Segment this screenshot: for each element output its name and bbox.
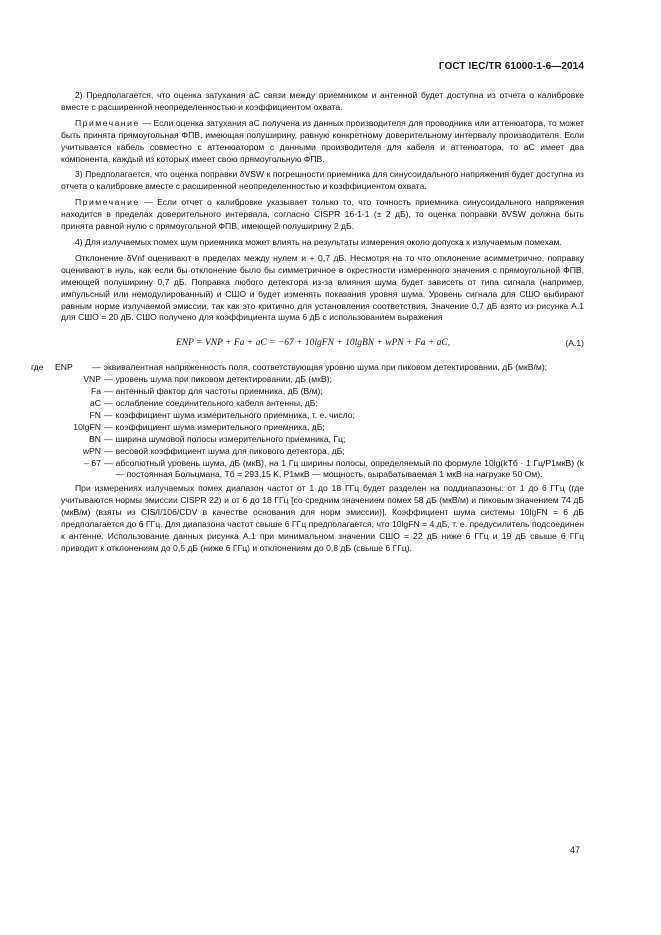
definition-item: FN — коэффициент шума измерительного приемника, т. е. число; [61, 410, 584, 422]
formula-number: (А.1) [565, 338, 584, 349]
definition-symbol: wPN [82, 445, 101, 456]
definition-item: BN — ширина шумовой полосы измерительного приемника, Гц; [61, 434, 584, 446]
paragraph-6: При измерениях излучаемых помех диапазон частот от 1 до 18 ГГц будет разделен на поддиапазоны: от 1 до 6 ГГц (где учитываются нормы эмиссии CISPR 22) и от 6 до 18 ГГц [со средним значением помех 58 дБ (мкВ/м) и пиковым значением 74 дБ (мкВ/м) (взяты из CIS/I/106/CDV в качестве основания для норм эмиссии)]. Коэффициент шума системы 10lgFN = 6 дБ предполагается до 6 ГГц. Для диапазона частот свыше 6 ГГц предполагается, что 10lgFN = 4 дБ, т. е. предусилитель подсоединен к антенне. Использование данных рисунка А.1 при минимальном значении СШО = 22 дБ ниже 6 ГГц и 19 дБ свыше 6 ГГц приводит к отклонениям до 0,5 дБ (ниже 6 ГГц) и отклонениям до 0,8 дБ (свыше 6 ГГц). [61, 483, 584, 553]
definition-text: ширина шумовой полосы измерительного приемника, Гц; [115, 433, 346, 444]
paragraph-4: 4) Для излучаемых помех шум приемника может влиять на результаты измерения около допуска к излучаемым помехам. [75, 236, 562, 247]
definition-text: весовой коэффициент шума для пикового детектора, дБ; [115, 445, 345, 456]
definition-text: абсолютный уровень шума, дБ (мкВ), на 1 Гц ширины полосы, определяемый по формуле 10lg(kTб · 1 Гц/P1мкВ) (k — постоянная Больцмана, Tб = 293,15 K, P1мкВ — мощность, вырабатываемая 1 мкВ на нагрузке 50 Ом). [115, 457, 584, 480]
note-1-text: — Если оценка затухания aC получена из данных производителя для проводника или аттенюатора, то может быть принята прямоугольная ФПВ, имеющая полуширину, равную конкретному доверительному интервалу производителя. Если учитывается кабель совместно с аттенюатором с данными производителя для кабеля и аттенюатора, то aC имеет два компонента, каждый из которых имеет свою прямоугольную ФПВ. [61, 117, 584, 164]
note-1-label: Примечание [75, 117, 140, 128]
definition-item: – 67 — абсолютный уровень шума, дБ (мкВ), на 1 Гц ширины полосы, определяемый по формуле 10lg(kTб · 1 Гц/P1мкВ) (k — постоянная Больцмана, Tб = 293,15 K, P1мкВ — мощность, вырабатываемая 1 мкВ на нагрузке 50 Ом). [61, 458, 584, 482]
definition-text: эквивалентная напряженность поля, соответствующая уровню шума при пиковом детектировании, дБ (мкВ/м); [103, 362, 548, 373]
paragraph-2: 2) Предполагается, что оценка затухания aC связи между приемником и антенной будет доступна из отчета о калибровке вместе с расширенной неопределенностью и коэффициентом охвата. [61, 90, 584, 112]
definition-symbol: FN [89, 409, 101, 420]
page-number: 47 [570, 845, 581, 855]
definition-text: коэффициент шума измерительного приемника, т. е. число; [115, 409, 355, 420]
document-body [31, 90, 584, 559]
definition-symbol: aC [90, 398, 101, 409]
note-2-text: — Если отчет о калибровке указывает только то, что точность приемника синусоидального напряжения находится в пределах доверительного интервала, согласно CISPR 16-1-1 (± 2 дБ), то оценка поправки δVSW должна быть принята равной нулю с прямоугольной ФПВ, имеющей полуширину 2 дБ. [61, 197, 584, 232]
definition-text: коэффициент шума измерительного приемника, дБ; [115, 421, 325, 432]
definition-symbol: Fa [90, 386, 101, 397]
definitions-list [31, 362, 584, 481]
note-2-label: Примечание [75, 197, 140, 208]
paragraph-3: 3) Предполагается, что оценка поправки δVSW к погрешности приемника для синусоидального напряжения будет доступна из отчета о калибровке вместе с расширенной неопределенностью и коэффициентом охвата. [61, 169, 584, 192]
definitions-lead: где [31, 362, 44, 373]
definition-symbol: 10lgFN [73, 421, 101, 432]
document-header: ГОСТ IEC/TR 61000-1-6—2014 [438, 61, 584, 72]
definition-item: wPN — весовой коэффициент шума для пикового детектора, дБ; [61, 446, 584, 458]
definition-item: VNP — уровень шума при пиковом детектировании, дБ (мкВ); [61, 374, 584, 386]
paragraph-5: Отклонение δVnf оценивают в пределах между нулем и + 0,7 дБ. Несмотря на то что отклонение асимметрично, поправку оценивают в нуль, как если бы отклонение было бы симметричное в окрестности измеренного значения с прямоугольной ФПВ, имеющей полуширину 0,7 дБ. Поправка любого детектора из-за влияния шума будет зависеть от типа сигнала (например, импульсный или немодулированный) и СШО и будет изменять показания уровня шума. Уровень сигнала для СШО выбирают равным норме излучаемой эмиссии, так как это критично для установления соответствия. Значение 0,7 дБ взято из рисунка А.1 для СШО = 20 дБ. СШО получено для коэффициента шума 6 дБ с использованием выражения [61, 252, 584, 323]
definition-item: где ENP — эквивалентная напряженность поля, соответствующая уровню шума при пиковом детектировании, дБ (мкВ/м); [31, 362, 584, 374]
definition-text: ослабление соединительного кабеля антенны, дБ; [115, 398, 318, 409]
note-1 [61, 118, 584, 166]
formula-a1 [61, 338, 584, 352]
formula-expression: ENP = VNP + Fa + aC = −67 + 10lgFN + 10lgBN + wPN + Fa + aC, [176, 338, 451, 349]
definition-symbol: VNP [83, 374, 101, 385]
definition-text: уровень шума при пиковом детектировании, дБ (мкВ); [115, 374, 332, 385]
note-2 [61, 197, 584, 233]
definition-symbol: – 67 [84, 457, 101, 468]
definition-item: 10lgFN — коэффициент шума измерительного приемника, дБ; [61, 422, 584, 434]
definition-item: Fa — антенный фактор для частоты приемника, дБ (В/м); [61, 386, 584, 398]
definition-symbol: BN [89, 433, 101, 444]
definition-symbol: ENP [55, 362, 73, 373]
definition-text: антенный фактор для частоты приемника, дБ (В/м); [115, 386, 323, 397]
definition-item: aC — ослабление соединительного кабеля антенны, дБ; [61, 398, 584, 410]
